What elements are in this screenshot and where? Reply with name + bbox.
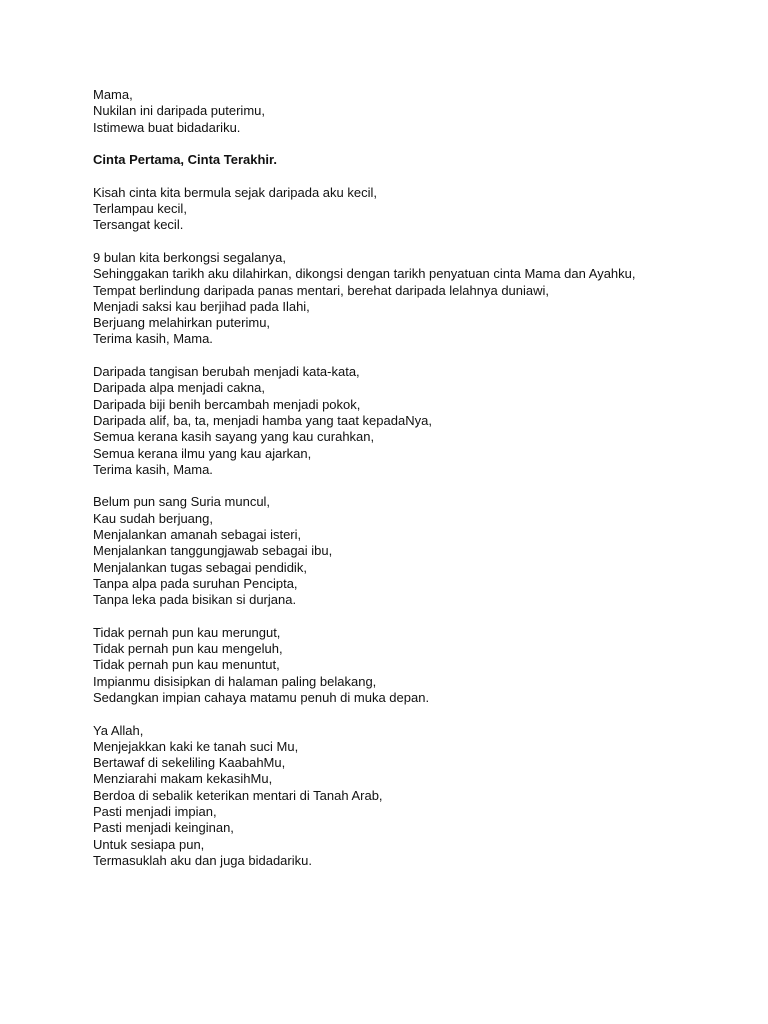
poem-line: Semua kerana kasih sayang yang kau curahkan, bbox=[93, 429, 375, 445]
poem-line: Sehinggakan tarikh aku dilahirkan, dikongsi dengan tarikh penyatuan cinta Mama dan Ayahku, bbox=[93, 266, 636, 282]
poem-line: Semua kerana ilmu yang kau ajarkan, bbox=[93, 445, 312, 461]
poem-line: Menjalankan amanah sebagai isteri, bbox=[93, 527, 302, 543]
poem-title: Cinta Pertama, Cinta Terakhir. bbox=[93, 152, 277, 168]
poem-line: Tanpa alpa pada suruhan Pencipta, bbox=[93, 575, 298, 591]
poem-body bbox=[93, 87, 713, 886]
poem-line: Termasuklah aku dan juga bidadariku. bbox=[93, 852, 312, 868]
poem-line: Daripada tangisan berubah menjadi kata-kata, bbox=[93, 364, 360, 380]
stanza-2 bbox=[93, 250, 713, 348]
poem-line: Daripada alpa menjadi cakna, bbox=[93, 380, 265, 396]
poem-line: Menjejakkan kaki ke tanah suci Mu, bbox=[93, 738, 299, 754]
poem-line: Kau sudah berjuang, bbox=[93, 510, 213, 526]
poem-line: Tempat berlindung daripada panas mentari, berehat daripada lelahnya duniawi, bbox=[93, 282, 550, 298]
stanza-5 bbox=[93, 625, 713, 706]
poem-line: 9 bulan kita berkongsi segalanya, bbox=[93, 249, 286, 265]
poem-line: Berjuang melahirkan puterimu, bbox=[93, 315, 271, 331]
stanza-3 bbox=[93, 364, 713, 478]
poem-line: Pasti menjadi impian, bbox=[93, 804, 217, 820]
greeting-line: Istimewa buat bidadariku. bbox=[93, 119, 241, 135]
stanza-6 bbox=[93, 723, 713, 870]
poem-line: Menziarahi makam kekasihMu, bbox=[93, 771, 273, 787]
poem-line: Bertawaf di sekeliling KaabahMu, bbox=[93, 755, 286, 771]
greeting-line: Mama, bbox=[93, 87, 133, 102]
poem-line: Ya Allah, bbox=[93, 722, 144, 738]
poem-line: Menjalankan tanggungjawab sebagai ibu, bbox=[93, 543, 333, 559]
stanza-4 bbox=[93, 494, 713, 608]
poem-line: Terima kasih, Mama. bbox=[93, 331, 213, 347]
poem-line: Tidak pernah pun kau mengeluh, bbox=[93, 641, 283, 657]
poem-line: Daripada alif, ba, ta, menjadi hamba yang taat kepadaNya, bbox=[93, 412, 432, 428]
poem-line: Untuk sesiapa pun, bbox=[93, 836, 205, 852]
poem-line: Belum pun sang Suria muncul, bbox=[93, 494, 271, 510]
poem-line: Kisah cinta kita bermula sejak daripada aku kecil, bbox=[93, 184, 377, 200]
poem-line: Tidak pernah pun kau merungut, bbox=[93, 624, 281, 640]
poem-line: Pasti menjadi keinginan, bbox=[93, 820, 234, 836]
poem-line: Tanpa leka pada bisikan si durjana. bbox=[93, 592, 297, 608]
poem-line: Menjalankan tugas sebagai pendidik, bbox=[93, 559, 307, 575]
stanza-1 bbox=[93, 185, 713, 234]
poem-line: Daripada biji benih bercambah menjadi pokok, bbox=[93, 396, 361, 412]
poem-line: Terlampau kecil, bbox=[93, 201, 187, 217]
poem-line: Tidak pernah pun kau menuntut, bbox=[93, 657, 280, 673]
poem-line: Tersangat kecil. bbox=[93, 217, 184, 233]
poem-line: Menjadi saksi kau berjihad pada Ilahi, bbox=[93, 298, 310, 314]
poem-line: Impianmu disisipkan di halaman paling belakang, bbox=[93, 673, 377, 689]
greeting-line: Nukilan ini daripada puterimu, bbox=[93, 103, 265, 119]
poem-line: Terima kasih, Mama. bbox=[93, 461, 213, 477]
title-block bbox=[93, 152, 713, 168]
poem-line: Berdoa di sebalik keterikan mentari di Tanah Arab, bbox=[93, 787, 383, 803]
poem-line: Sedangkan impian cahaya matamu penuh di muka depan. bbox=[93, 689, 430, 705]
greeting-stanza bbox=[93, 87, 713, 136]
